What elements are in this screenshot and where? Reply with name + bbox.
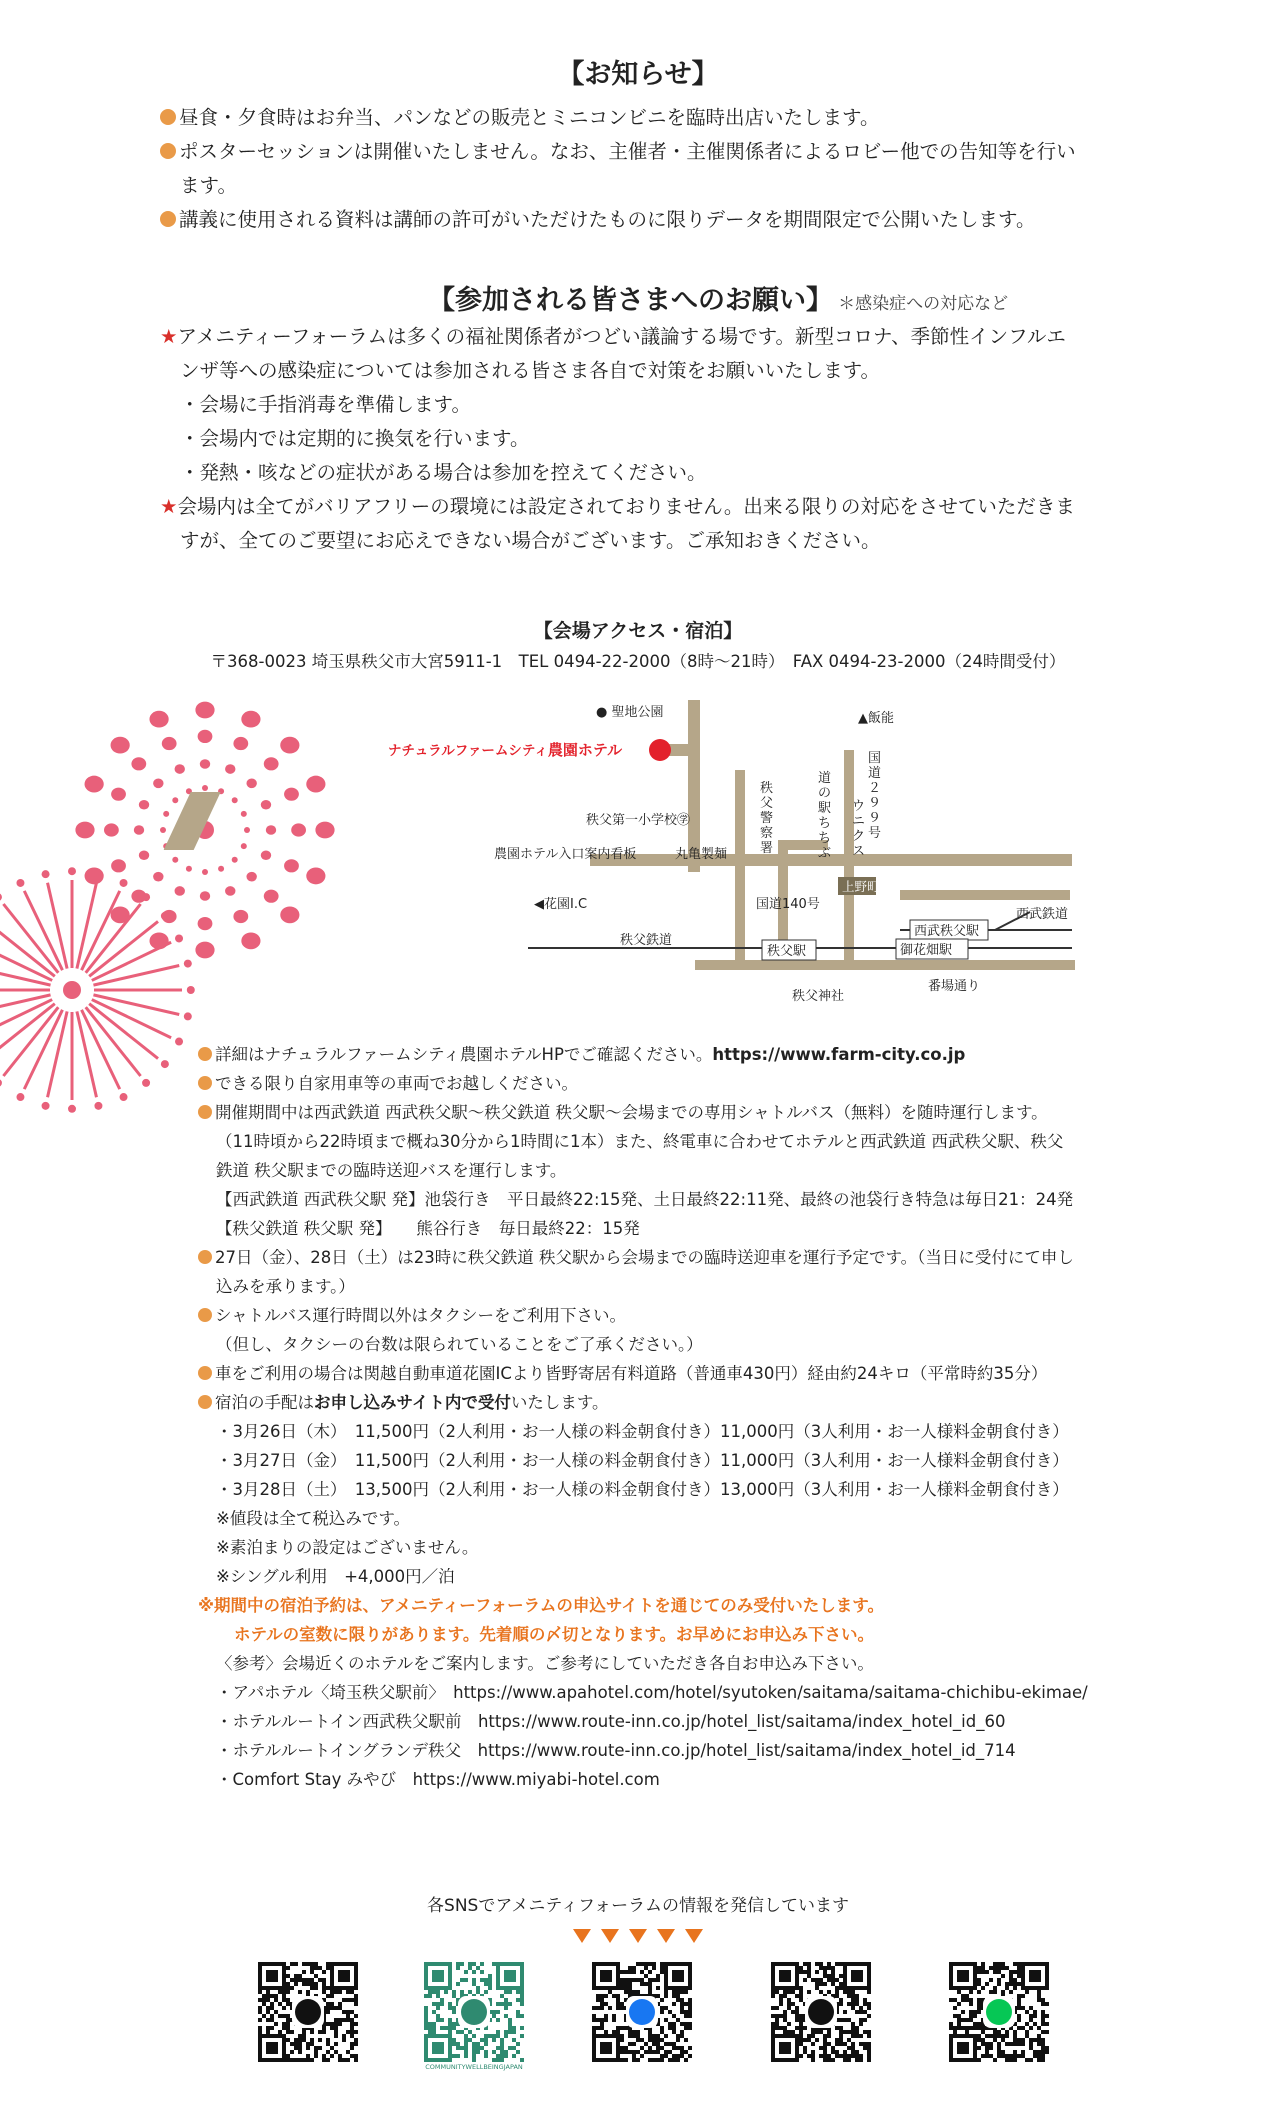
detail-line: 込みを承ります。） bbox=[216, 1277, 355, 1296]
detail-item bbox=[198, 1069, 1088, 1098]
road-diagonal bbox=[164, 792, 221, 850]
star-icon: ★ bbox=[160, 325, 178, 348]
detail-line: （11時頃から22時頃まで概ね30分から1時間に1本）また、終電車に合わせてホテルと西武鉄道 西武秩父駅、秩父 bbox=[216, 1132, 1064, 1151]
map-label-seichi: ● 聖地公園 bbox=[596, 705, 664, 720]
notice-item: ポスターセッションは開催いたしません。なお、主催者・主催関係者によるロビー他での告知等を行い bbox=[160, 135, 1076, 169]
map-label-bamba: 番場通り bbox=[928, 979, 981, 994]
detail-text: シャトルバス運行時間以外はタクシーをご利用下さい。 bbox=[215, 1306, 627, 1325]
access-address: 〒368-0023 埼玉県秩父市大宮5911-1 TEL 0494-22-2000（8時〜21時） FAX 0494-23-2000（24時間受付） bbox=[210, 652, 1066, 671]
detail-item bbox=[198, 1243, 1088, 1272]
qr-code-line[interactable] bbox=[949, 1962, 1049, 2062]
sns-arrows bbox=[0, 1928, 1276, 1947]
request-p2-cont: すが、全てのご要望にお応えできない場合がございます。ご承知おきください。 bbox=[180, 529, 881, 552]
request-p1-cont: ンザ等への感染症については参加される皆さま各自で対策をお願いいたします。 bbox=[180, 359, 881, 382]
notice-item-cont: ます。 bbox=[180, 174, 237, 197]
road-seibu bbox=[900, 890, 1070, 900]
detail-line: ※シングル利用 +4,000円／泊 bbox=[216, 1567, 455, 1586]
detail-line: ・3月27日（金） 11,500円（2人利用・お一人様の料金朝食付き）11,000円（3人利用・お一人様料金朝食付き） bbox=[216, 1451, 1069, 1470]
request-list-item: ・会場内では定期的に換気を行います。 bbox=[180, 427, 530, 450]
request-title: 【参加される皆さまへのお願い】 bbox=[428, 285, 833, 316]
detail-line: ・アパホテル〈埼玉秩父駅前〉 https://www.apahotel.com/hotel/syutoken/saitama/saitama-chichibu-ekimae/ bbox=[216, 1683, 1088, 1702]
map-label-unicus: ウニクス bbox=[852, 799, 866, 859]
qr-code-x[interactable] bbox=[258, 1962, 358, 2062]
detail-line: ※期間中の宿泊予約は、アメニティーフォーラムの申込サイトを通じてのみ受付いたします。 bbox=[198, 1596, 884, 1615]
hotel-location-dot bbox=[649, 739, 671, 761]
detail-text: 詳細はナチュラルファームシティ農園ホテルHPでご確認ください。 bbox=[215, 1045, 713, 1064]
map-label-hotel-prefix: ナチュラルファームシティ bbox=[388, 743, 548, 759]
detail-line: ホテルの室数に限りがあります。先着順の〆切となります。お早めにお申込み下さい。 bbox=[234, 1625, 875, 1644]
qr-code-facebook[interactable] bbox=[592, 1962, 692, 2062]
map-label-seibu-chichibu: 西武秩父駅 bbox=[914, 924, 980, 939]
sns-title: 各SNSでアメニティフォーラムの情報を発信しています bbox=[427, 1896, 849, 1916]
request-p1: アメニティーフォーラムは多くの福祉関係者がつどい議論する場です。新型コロナ、季節性インフルエ bbox=[177, 325, 1066, 348]
detail-item bbox=[198, 1098, 1088, 1127]
star-icon: ★ bbox=[160, 495, 178, 518]
request-subtitle: ＊感染症への対応など bbox=[838, 294, 1009, 314]
instagram-caption: COMMUNITYWELLBEINGJAPAN bbox=[425, 2063, 523, 2071]
map-label-chichibu-st: 秩父駅 bbox=[767, 944, 807, 959]
detail-text: できる限り自家用車等の車両でお越しください。 bbox=[215, 1074, 578, 1093]
detail-line: 〈参考〉会場近くのホテルをご案内します。ご参考にしていただき各自お申込み下さい。 bbox=[216, 1654, 874, 1673]
tiktok-icon bbox=[808, 1999, 834, 2025]
triangle-down-icon bbox=[685, 1929, 703, 1943]
instagram-icon bbox=[461, 1999, 487, 2025]
detail-item bbox=[198, 1040, 1088, 1069]
detail-line: 【西武鉄道 西武秩父駅 発】池袋行き 平日最終22:15発、土日最終22:11発、最終の池袋行き特急は毎日21：24発 bbox=[216, 1190, 1074, 1209]
detail-item bbox=[198, 1301, 1088, 1330]
line-icon bbox=[986, 1999, 1012, 2025]
detail-strong: https://www.farm-city.co.jp bbox=[712, 1045, 966, 1064]
map-label-ohanabatake: 御花畑駅 bbox=[900, 943, 953, 958]
detail-text-after: いたします。 bbox=[510, 1393, 609, 1412]
map-label-school: 秩父第一小学校㊫ bbox=[586, 813, 691, 828]
detail-line: ・ホテルルートイングランデ秩父 https://www.route-inn.co.jp/hotel_list/saitama/index_hotel_id_714 bbox=[216, 1741, 1016, 1760]
detail-text: 開催期間中は西武鉄道 西武秩父駅〜秩父鉄道 秩父駅〜会場までの専用シャトルバス（無料）を随時運行します。 bbox=[215, 1103, 1048, 1122]
map-label-seibu-line: 西武鉄道 bbox=[1016, 907, 1069, 922]
triangle-down-icon bbox=[629, 1929, 647, 1943]
detail-text: 27日（金）、28日（土）は23時に秩父鉄道 秩父駅から会場までの臨時送迎車を運行予定です。（当日に受付にて申し bbox=[215, 1248, 1074, 1267]
detail-line: 鉄道 秩父駅までの臨時送迎バスを運行します。 bbox=[216, 1161, 567, 1180]
map-label-route140: 国道140号 bbox=[756, 897, 820, 912]
map-label-route299: 国道２９９号 bbox=[868, 751, 882, 841]
map-label-marukame: 丸亀製麺 bbox=[675, 847, 728, 862]
road-police bbox=[735, 770, 745, 970]
triangle-down-icon bbox=[657, 1929, 675, 1943]
detail-item bbox=[198, 1359, 1088, 1388]
detail-item bbox=[198, 1388, 1088, 1417]
detail-line: ※値段は全て税込みです。 bbox=[216, 1509, 411, 1528]
access-map bbox=[0, 0, 1276, 1020]
map-label-hanazono: ◀花園I.C bbox=[534, 897, 588, 912]
detail-line: ・3月26日（木） 11,500円（2人利用・お一人様の料金朝食付き）11,000円（3人利用・お一人様料金朝食付き） bbox=[216, 1422, 1069, 1441]
map-label-hotel bbox=[388, 741, 623, 759]
detail-line: 【秩父鉄道 秩父駅 発】 熊谷行き 毎日最終22：15発 bbox=[216, 1219, 640, 1238]
x-icon bbox=[295, 1999, 321, 2025]
map-label-chichibu-line: 秩父鉄道 bbox=[620, 933, 673, 948]
qr-code-tiktok[interactable] bbox=[771, 1962, 871, 2062]
road-south bbox=[695, 960, 1075, 970]
detail-line: ・3月28日（土） 13,500円（2人利用・お一人様の料金朝食付き）13,000円（3人利用・お一人様料金朝食付き） bbox=[216, 1480, 1069, 1499]
detail-line: ※素泊まりの設定はございません。 bbox=[216, 1538, 479, 1557]
map-label-kamino: 上野町 bbox=[842, 879, 880, 894]
detail-line: ・Comfort Stay みやび https://www.miyabi-hotel.com bbox=[216, 1770, 660, 1789]
request-list-item: ・発熱・咳などの症状がある場合は参加を控えてください。 bbox=[180, 461, 707, 484]
map-label-shrine: 秩父神社 bbox=[792, 989, 845, 1004]
qr-code-instagram[interactable] bbox=[424, 1962, 524, 2062]
detail-line: （但し、タクシーの台数は限られていることをご了承ください。） bbox=[216, 1335, 703, 1354]
triangle-down-icon bbox=[601, 1929, 619, 1943]
map-label-hanno: ▲飯能 bbox=[858, 711, 894, 726]
map-label-hotel-name: 農園ホテル bbox=[547, 741, 623, 759]
notice-item: 講義に使用される資料は講師の許可がいただけたものに限りデータを期間限定で公開いたします。 bbox=[160, 203, 1076, 237]
map-label-sign: 農園ホテル入口案内看板 bbox=[494, 847, 637, 862]
access-title: 【会場アクセス・宿泊】 bbox=[533, 620, 743, 642]
map-label-michinoeki: 道の駅ちちぶ bbox=[818, 771, 832, 861]
detail-text: 宿泊の手配は bbox=[215, 1393, 314, 1412]
triangle-down-icon bbox=[573, 1929, 591, 1943]
detail-text: 車をご利用の場合は関越自動車道花園ICより皆野寄居有料道路（普通車430円）経由約24キロ（平常時約35分） bbox=[215, 1364, 1048, 1383]
details-list bbox=[198, 1040, 1088, 1794]
request-p2: 会場内は全てがバリアフリーの環境には設定されておりません。出来る限りの対応をさせていただきま bbox=[177, 495, 1075, 518]
map-label-police: 秩父警察署 bbox=[760, 781, 774, 856]
facebook-icon bbox=[629, 1999, 655, 2025]
notice-item: 昼食・夕食時はお弁当、パンなどの販売とミニコンビニを臨時出店いたします。 bbox=[160, 101, 1076, 135]
notice-title: 【お知らせ】 bbox=[557, 59, 719, 90]
detail-strong: お申し込みサイト内で受付 bbox=[314, 1393, 511, 1412]
request-list-item: ・会場に手指消毒を準備します。 bbox=[180, 393, 471, 416]
road-299 bbox=[844, 750, 854, 970]
detail-line: ・ホテルルートイン西武秩父駅前 https://www.route-inn.co.jp/hotel_list/saitama/index_hotel_id_60 bbox=[216, 1712, 1006, 1731]
